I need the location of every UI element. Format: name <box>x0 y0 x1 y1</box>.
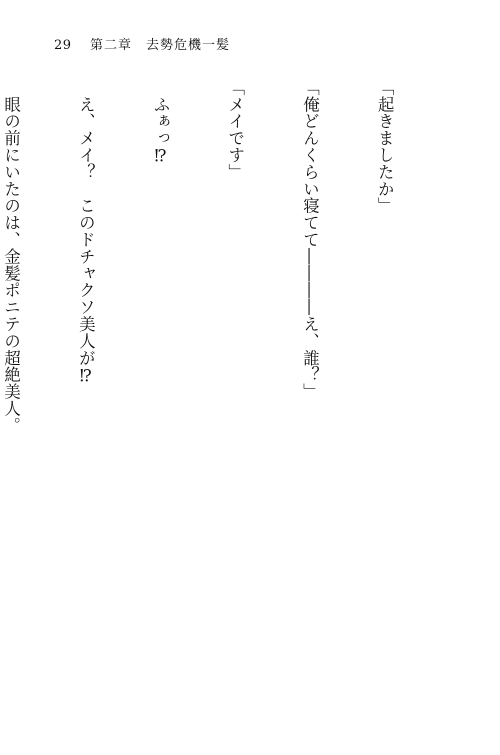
chapter-title: 第二章 去勢危機一髪 <box>90 38 231 53</box>
page-header <box>0 0 500 70</box>
text-line: 眼の前にいたのは、金髪ポニテの超絶美人。 <box>1 79 21 434</box>
text-line: え、メイ？ このドチャクソ美人が⁉ <box>76 79 96 386</box>
text-line: 「俺どんくらい寝てて――――え、誰？」 <box>300 79 320 401</box>
text-line: 「起きましたか」 <box>375 79 395 215</box>
body-text <box>1 79 446 691</box>
text-line: 「メイです」 <box>225 79 245 181</box>
page-number: 29 <box>54 38 72 53</box>
text-line: ふぁっ⁉ <box>151 79 171 167</box>
